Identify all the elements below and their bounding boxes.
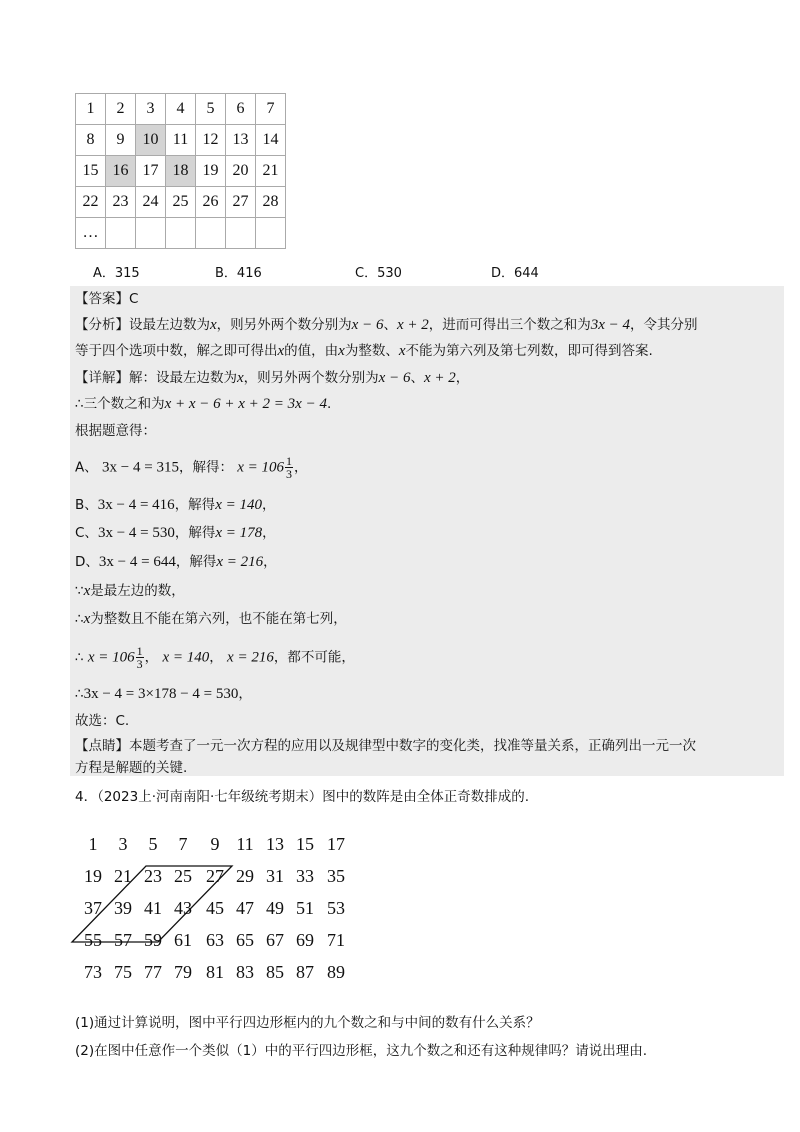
because-line: ∵x是最左边的数，: [75, 583, 185, 599]
calendar-cell: 21: [256, 156, 286, 187]
parallelogram-outline: [72, 866, 232, 942]
odd-grid-cell: 11: [236, 834, 254, 854]
calendar-cell: 2: [106, 94, 136, 125]
option-d: D．644: [491, 266, 539, 281]
calendar-cell: 24: [136, 187, 166, 218]
odd-grid-cell: 47: [236, 898, 254, 918]
odd-grid-cell: 79: [174, 962, 192, 982]
therefore-line-3: ∴3x − 4 = 3×178 − 4 = 530，: [75, 686, 252, 702]
therefore-line-1: ∴x为整数且不能在第六列，也不能在第七列，: [75, 611, 347, 627]
odd-grid-cell: 87: [296, 962, 314, 982]
odd-grid-cell: 67: [266, 930, 284, 950]
case-c-line: C、3x − 4 = 530，解得x = 178，: [75, 525, 276, 541]
odd-grid-cell: 39: [114, 898, 132, 918]
calendar-cell: 7: [256, 94, 286, 125]
odd-grid-cell: 7: [178, 834, 188, 854]
option-a: A．315: [93, 266, 140, 281]
therefore-line-2: ∴ x = 106 $\frac{1}{3}$ ， x = 140， x = 216，都不可能，: [75, 644, 355, 671]
odd-grid-cell: 53: [327, 898, 345, 918]
odd-grid-cell: 41: [144, 898, 162, 918]
calendar-cell: 27: [226, 187, 256, 218]
detail-line-1: 【详解】解：设最左边数为x，则另外两个数分别为x − 6、x + 2，: [75, 370, 470, 386]
odd-grid-cell: 45: [206, 898, 224, 918]
odd-grid-cell: 23: [144, 866, 162, 886]
fraction-one-third: $\frac{1}{3}$: [286, 454, 293, 481]
odd-grid-cell: 25: [174, 866, 192, 886]
calendar-cell: 5: [196, 94, 226, 125]
odd-grid-cell: 57: [114, 930, 132, 950]
sum-line: ∴三个数之和为x + x − 6 + x + 2 = 3x − 4.: [75, 396, 332, 412]
question4-part2: (2)在图中任意作一个类似（1）中的平行四边形框，这九个数之和还有这种规律吗？请说出理由.: [75, 1043, 648, 1059]
calendar-cell: 18: [166, 156, 196, 187]
odd-grid-cell: 49: [266, 898, 284, 918]
calendar-cell: 6: [226, 94, 256, 125]
calendar-cell: 11: [166, 125, 196, 156]
calendar-cell: 9: [106, 125, 136, 156]
odd-grid-cell: 81: [206, 962, 224, 982]
question4-header: 4．（2023上·河南南阳·七年级统考期末）图中的数阵是由全体正奇数排成的.: [75, 789, 530, 805]
choose-line: 故选：C.: [75, 713, 130, 729]
odd-grid-cell: 51: [296, 898, 314, 918]
analysis-line-2: 等于四个选项中数，解之即可得出x的值，由x为整数、x不能为第六列及第七列数，即可得到答案.: [75, 343, 653, 359]
calendar-cell: 3: [136, 94, 166, 125]
odd-grid-cell: 31: [266, 866, 284, 886]
calendar-cell: 8: [76, 125, 106, 156]
odd-grid-cell: 9: [210, 834, 220, 854]
odd-grid-cell: 55: [84, 930, 102, 950]
odd-grid-cell: 29: [236, 866, 254, 886]
odd-grid-cell: 5: [148, 834, 158, 854]
odd-grid-cell: 37: [84, 898, 102, 918]
calendar-cell: 16: [106, 156, 136, 187]
odd-grid-cell: 63: [206, 930, 224, 950]
odd-grid-cell: 15: [296, 834, 314, 854]
odd-grid-cell: 73: [84, 962, 102, 982]
calendar-cell: 19: [196, 156, 226, 187]
calendar-cell: 14: [256, 125, 286, 156]
odd-grid-cell: 35: [327, 866, 345, 886]
calendar-cell: 28: [256, 187, 286, 218]
odd-grid-cell: 61: [174, 930, 192, 950]
odd-grid-cell: 3: [118, 834, 128, 854]
calendar-cell: 20: [226, 156, 256, 187]
odd-grid-cell: 27: [206, 866, 224, 886]
odd-grid-cell: 77: [144, 962, 162, 982]
calendar-cell: 23: [106, 187, 136, 218]
calendar-cell: …: [76, 218, 106, 249]
fraction-one-third-2: $\frac{1}{3}$: [136, 644, 143, 671]
odd-grid-cell: 83: [236, 962, 254, 982]
odd-grid-cell: 85: [266, 962, 284, 982]
calendar-cell: 12: [196, 125, 226, 156]
option-c: C．530: [355, 266, 402, 281]
odd-grid-cell: 65: [236, 930, 254, 950]
odd-grid-cell: 75: [114, 962, 132, 982]
analysis-line-1: 【分析】设最左边数为x，则另外两个数分别为x − 6、x + 2，进而可得出三个数之和为3x − 4，令其分别: [75, 317, 698, 333]
comment-line-1: 【点睛】本题考查了一元一次方程的应用以及规律型中数字的变化类，找准等量关系，正确列出一元一次: [75, 738, 696, 754]
odd-grid-cell: 33: [296, 866, 314, 886]
case-d-line: D、3x − 4 = 644，解得x = 216，: [75, 554, 277, 570]
calendar-cell: 17: [136, 156, 166, 187]
odd-grid-cell: 17: [327, 834, 345, 854]
option-b: B．416: [215, 266, 262, 281]
odd-grid-cell: 13: [266, 834, 284, 854]
calendar-cell: 15: [76, 156, 106, 187]
calendar-cell: 10: [136, 125, 166, 156]
case-a-line: A、 3x − 4 = 315，解得： x = 106 $\frac{1}{3}$ ，: [75, 454, 308, 481]
comment-line-2: 方程是解题的关键.: [75, 760, 188, 776]
case-b-line: B、3x − 4 = 416，解得x = 140，: [75, 497, 276, 513]
odd-grid-cell: 1: [88, 834, 98, 854]
calendar-cell: 22: [76, 187, 106, 218]
calendar-cell: 13: [226, 125, 256, 156]
by-title: 根据题意得：: [75, 423, 156, 439]
question4-part1: (1)通过计算说明，图中平行四边形框内的九个数之和与中间的数有什么关系？: [75, 1015, 540, 1031]
calendar-cell: 4: [166, 94, 196, 125]
odd-grid-cell: 19: [84, 866, 102, 886]
odd-grid-cell: 69: [296, 930, 314, 950]
calendar-cell: 25: [166, 187, 196, 218]
calendar-cell: 26: [196, 187, 226, 218]
calendar-cell: 1: [76, 94, 106, 125]
odd-grid-cell: 43: [174, 898, 192, 918]
answer-line: 【答案】C: [75, 291, 139, 307]
odd-grid-cell: 71: [327, 930, 345, 950]
odd-grid-cell: 21: [114, 866, 132, 886]
odd-grid-cell: 89: [327, 962, 345, 982]
odd-grid-cell: 59: [144, 930, 162, 950]
